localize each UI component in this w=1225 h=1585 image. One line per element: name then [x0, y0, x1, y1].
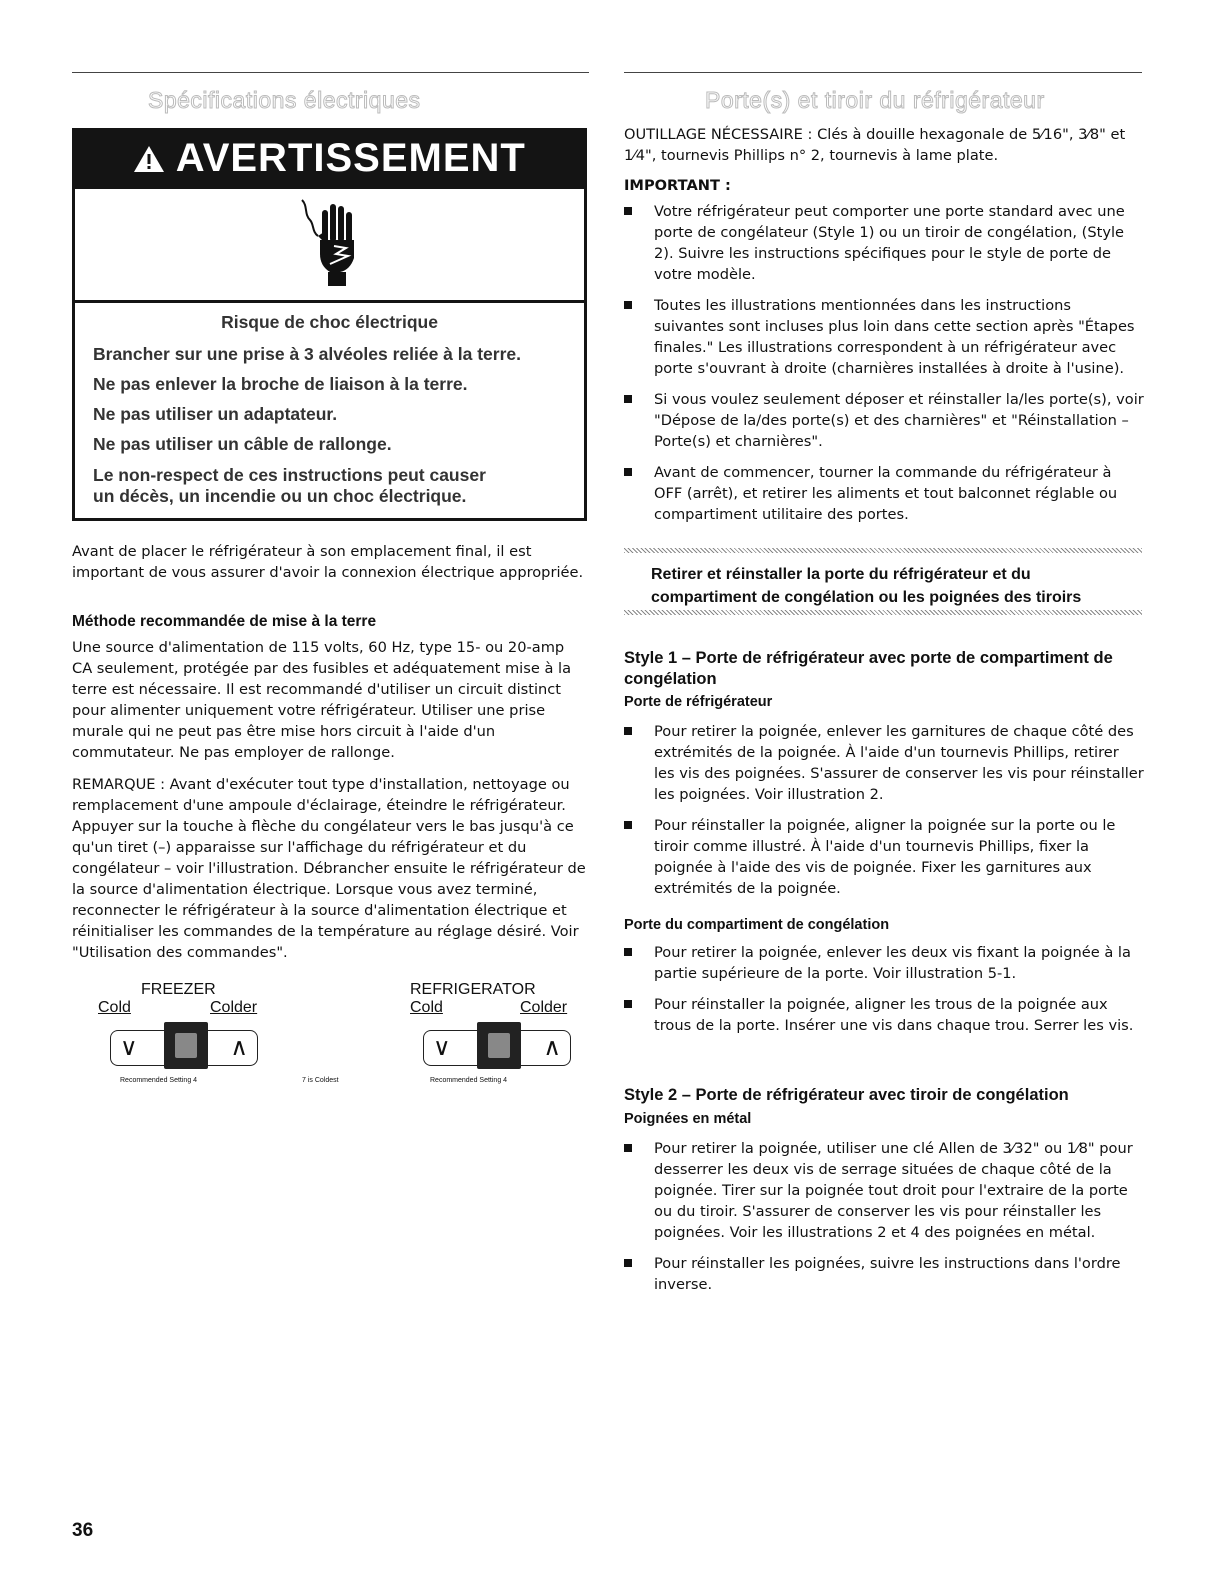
freezer-door-heading: Porte du compartiment de congélation	[624, 917, 890, 933]
freezer-down-button[interactable]: ∨	[120, 1033, 138, 1061]
important-label: IMPORTANT :	[624, 177, 731, 194]
list-item: Pour réinstaller la poignée, aligner la poignée sur la porte ou le tiroir comme illustré. À l'aide d'un tournevis Phillips, fixer la poignée à l'aide des vis de poignée. Fixer les garnitures aux extrémités de la poignée.	[624, 815, 1144, 899]
freezer-door-list	[624, 942, 1144, 1046]
freezer-display	[164, 1022, 208, 1069]
left-section-title: Spécifications électriques	[148, 87, 421, 113]
warning-line-4: Ne pas utiliser un câble de rallonge.	[93, 434, 392, 454]
right-section-title: Porte(s) et tiroir du réfrigérateur	[705, 87, 1045, 113]
remove-reinstall-heading: Retirer et réinstaller la porte du réfrigérateur et du compartiment de congélation ou les poignées des tiroirs	[651, 566, 1082, 606]
refrigerator-cold-label: Cold	[410, 999, 443, 1016]
warning-line-2: Ne pas enlever la broche de liaison à la terre.	[93, 374, 468, 394]
list-item: Pour réinstaller la poignée, aligner les trous de la poignée aux trous de la porte. Insérer une vis dans chaque trou. Serrer les vis.	[624, 994, 1144, 1036]
list-item: Si vous voulez seulement déposer et réinstaller la/les porte(s), voir "Dépose de la/des porte(s) et des charnières" et "Réinstallation – Porte(s) et charnières".	[624, 389, 1144, 452]
warning-risk: Risque de choc électrique	[221, 312, 438, 332]
refrigerator-label: REFRIGERATOR	[410, 981, 536, 998]
style2-heading: Style 2 – Porte de réfrigérateur avec tiroir de congélation	[624, 1086, 1069, 1104]
list-item: Pour retirer la poignée, enlever les garnitures de chaque côté des extrémités de la poignée. À l'aide d'un tournevis Phillips, retirer les vis des poignées. S'assurer de conserver les vis pour réinstaller les poignées. Voir illustration 2.	[624, 721, 1144, 805]
freezer-up-button[interactable]: ∧	[230, 1033, 248, 1061]
coldest-note: 7 is Coldest	[302, 1077, 339, 1084]
electrical-intro: Avant de placer le réfrigérateur à son emplacement final, il est important de vous assurer d'avoir la connexion électrique appropriée.	[72, 543, 584, 581]
refrigerator-display	[477, 1022, 521, 1069]
ground-method-text: Une source d'alimentation de 115 volts, 60 Hz, type 15- ou 20-amp CA seulement, protégée par des fusibles et adéquatement mise à la terre est nécessaire. Il est recommandé d'utiliser un circuit distinct pour alimenter uniquement votre réfrigérateur. Utiliser une prise murale qui ne peut pas être mise hors circuit à l'aide d'un commutateur. Ne pas employer de rallonge.	[72, 639, 572, 761]
left-top-rule	[72, 72, 589, 73]
warning-consequence-2: un décès, un incendie ou un choc électrique.	[93, 486, 467, 506]
remark-text: REMARQUE : Avant d'exécuter tout type d'installation, nettoyage ou remplacement d'une ampoule d'éclairage, éteindre le réfrigérateur. Appuyer sur la touche à flèche du congélateur vers le bas jusqu'à ce qu'un tiret (–) apparaisse sur l'affichage du réfrigérateur et du congélateur – voir l'illustration. Débrancher ensuite le réfrigérateur de la source d'alimentation électrique. Lorsque vous avez terminé, reconnecter le réfrigérateur à la source d'alimentation électrique et réinitialiser les commandes de la température au réglage désiré. Voir "Utilisation des commandes".	[72, 776, 586, 961]
hatch-divider-top	[624, 548, 1142, 553]
refrigerator-control	[423, 1022, 571, 1069]
hatch-divider-bottom	[624, 610, 1142, 615]
shock-hand-icon	[300, 196, 360, 288]
metal-handles-list	[624, 1138, 1144, 1305]
list-item: Avant de commencer, tourner la commande du réfrigérateur à OFF (arrêt), et retirer les aliments et tout balconnet réglable ou compartiment utilitaire des portes.	[624, 462, 1144, 525]
list-item: Toutes les illustrations mentionnées dans les instructions suivantes sont incluses plus loin dans cette section après "Étapes finales." Les illustrations correspondent à un réfrigérateur avec porte s'ouvrant à droite (charnières installées à droite à l'usine).	[624, 295, 1144, 379]
warning-line-1: Brancher sur une prise à 3 alvéoles reliée à la terre.	[93, 344, 522, 364]
warning-header	[72, 128, 587, 189]
list-item: Pour retirer la poignée, utiliser une clé Allen de 3⁄32" ou 1⁄8" pour desserrer les deux vis de serrage situées de chaque côté de la poignée. Tirer sur la poignée tout droit pour l'extraire de la porte ou du tiroir. S'assurer de conserver les vis pour réinstaller les poignées. Voir les illustrations 2 et 4 des poignées en métal.	[624, 1138, 1144, 1243]
warning-triangle-icon	[133, 136, 176, 180]
refrigerator-recommended-note: Recommended Setting 4	[430, 1077, 508, 1084]
refrigerator-up-button[interactable]: ∧	[543, 1033, 561, 1061]
freezer-label: FREEZER	[141, 981, 216, 998]
metal-handles-heading: Poignées en métal	[624, 1111, 752, 1127]
list-item: Pour réinstaller les poignées, suivre les instructions dans l'ordre inverse.	[624, 1253, 1144, 1295]
freezer-control	[110, 1022, 258, 1069]
important-list	[624, 201, 1144, 535]
freezer-cold-label: Cold	[98, 999, 131, 1016]
warning-title: AVERTISSEMENT	[175, 136, 526, 180]
freezer-colder-label: Colder	[210, 999, 258, 1016]
style1-heading: Style 1 – Porte de réfrigérateur avec porte de compartiment de congélation	[624, 649, 1113, 688]
list-item: Pour retirer la poignée, enlever les deux vis fixant la poignée à la partie supérieure de la porte. Voir illustration 5-1.	[624, 942, 1144, 984]
list-item: Votre réfrigérateur peut comporter une porte standard avec une porte de congélateur (Style 1) ou un tiroir de congélation, (Style 2). Suivre les instructions spécifiques pour le style de porte de votre modèle.	[624, 201, 1144, 285]
right-top-rule	[624, 72, 1142, 73]
freezer-recommended-note: Recommended Setting 4	[120, 1077, 198, 1084]
warning-divider	[72, 300, 587, 303]
refrigerator-down-button[interactable]: ∨	[433, 1033, 451, 1061]
fridge-door-list	[624, 721, 1144, 909]
warning-consequence-1: Le non-respect de ces instructions peut causer	[93, 465, 486, 485]
fridge-door-heading: Porte de réfrigérateur	[624, 694, 773, 710]
refrigerator-colder-label: Colder	[520, 999, 568, 1016]
ground-method-heading: Méthode recommandée de mise à la terre	[72, 613, 377, 630]
page-number: 36	[72, 1520, 94, 1541]
tools-required: OUTILLAGE NÉCESSAIRE : Clés à douille hexagonale de 5⁄16", 3⁄8" et 1⁄4", tournevis Phillips n° 2, tournevis à lame plate.	[624, 126, 1126, 164]
warning-line-3: Ne pas utiliser un adaptateur.	[93, 404, 338, 424]
